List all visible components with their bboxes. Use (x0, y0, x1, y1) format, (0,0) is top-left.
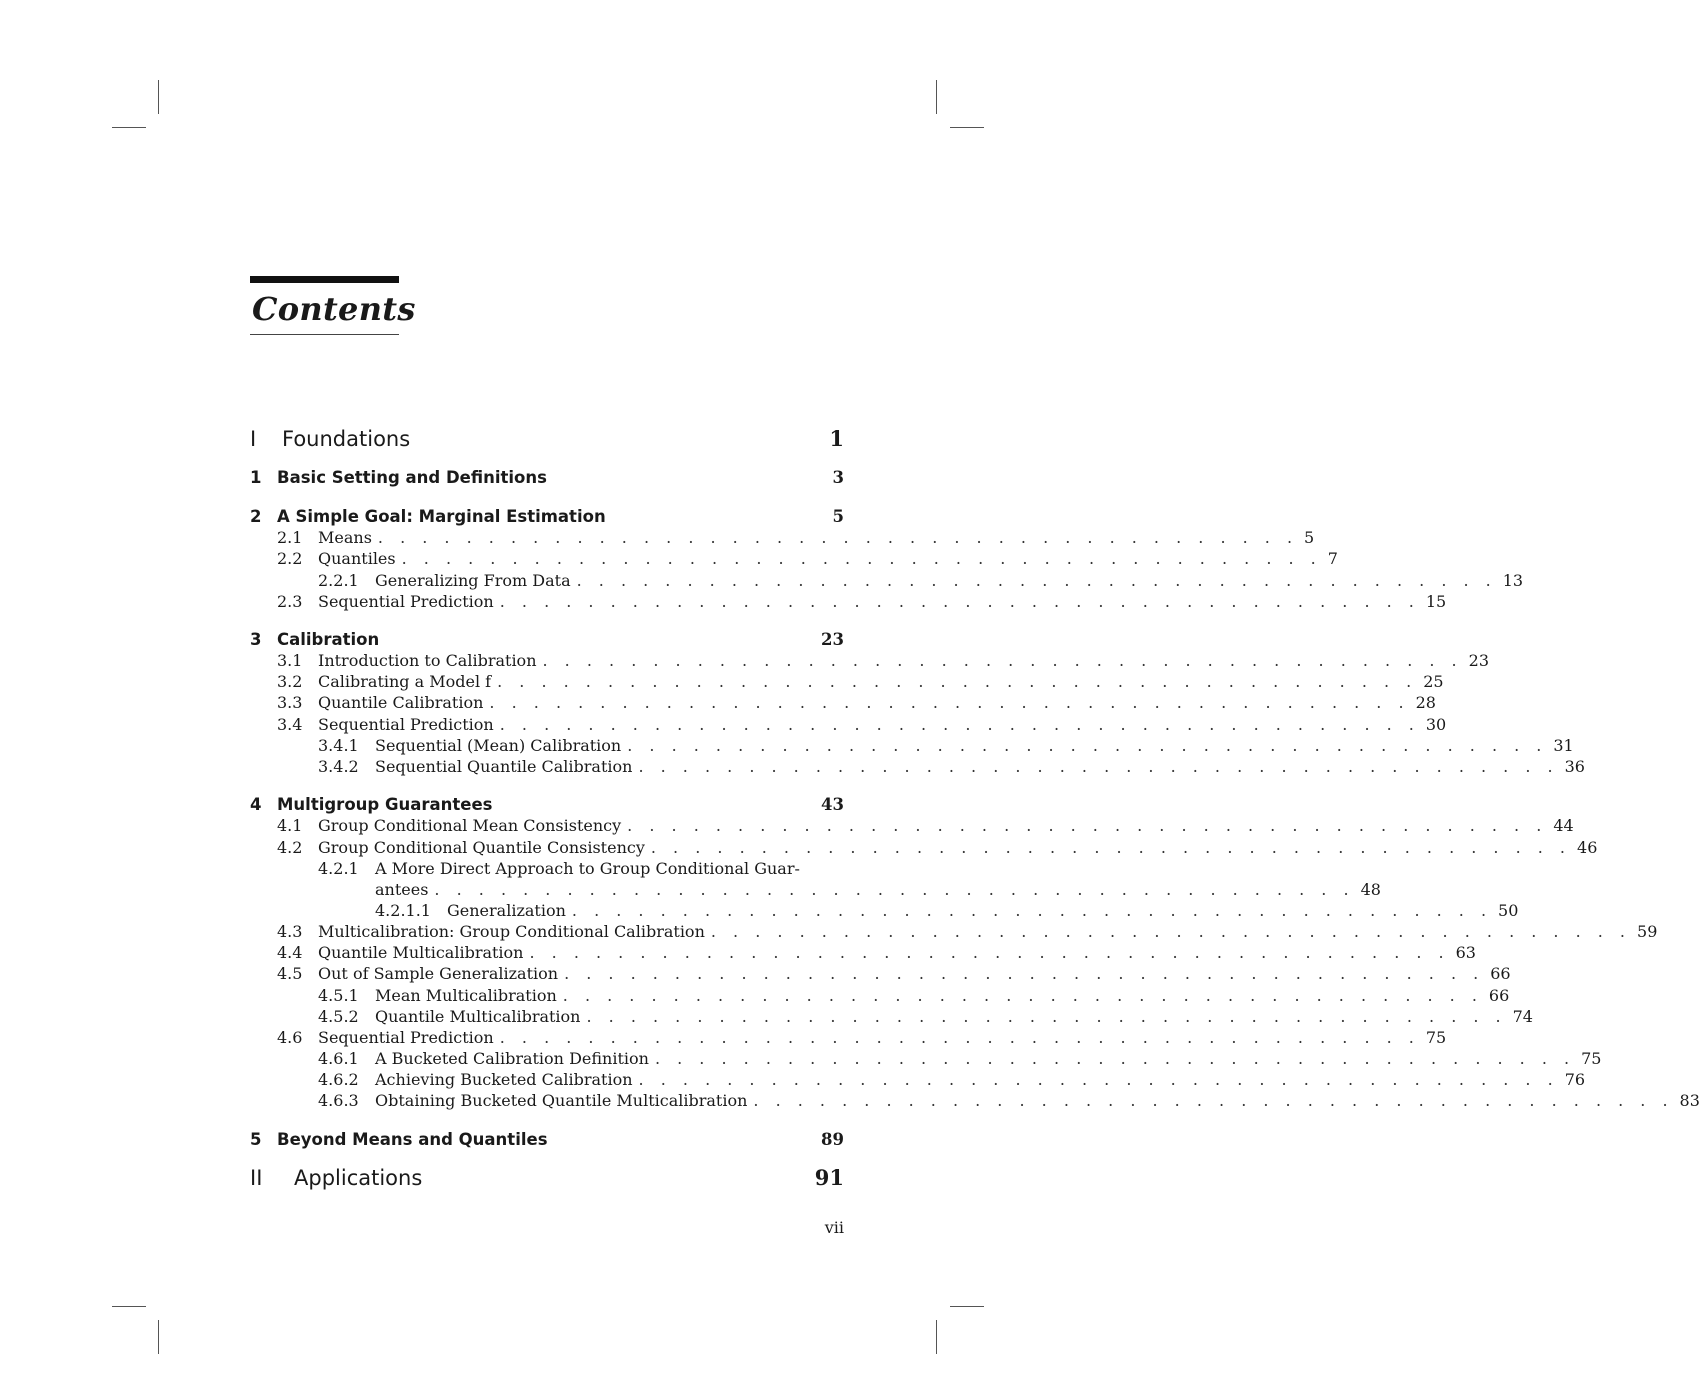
entry-title: Means (318, 528, 372, 547)
leader-dots: . . . . . . . . . . . . . . . . . . . . . . . . . . . . . . . . . . . . . . . . . . (434, 880, 1355, 899)
entry-page: 1 (829, 426, 844, 451)
entry-number: 3.2 (277, 672, 303, 691)
entry-page: 15 (1425, 592, 1447, 611)
crop-mark (112, 1306, 146, 1307)
entry-page: 89 (821, 1130, 844, 1149)
leader-dots: . . . . . . . . . . . . . . . . . . . . . . . . . . . . . . . . . . . . . . . . . . (627, 736, 1548, 755)
toc-part-i[interactable] (250, 426, 844, 454)
entry-number: 3.4.2 (318, 757, 359, 776)
entry-number: 4.4 (277, 943, 303, 962)
entry-title: Group Conditional Quantile Consistency (318, 838, 645, 857)
entry-number: 1 (250, 468, 262, 487)
entry-title: Quantile Calibration (318, 693, 484, 712)
entry-page: 28 (1415, 693, 1436, 712)
entry-page: 63 (1455, 943, 1476, 962)
entry-page: 5 (1304, 528, 1315, 547)
toc-section-3-1[interactable] (250, 651, 1489, 673)
toc-section-4-3[interactable] (250, 922, 1658, 944)
entry-title: Foundations (282, 427, 411, 451)
entry-title: Sequential Prediction (318, 1028, 494, 1047)
entry-page: 43 (821, 795, 844, 814)
toc-section-4-2[interactable] (250, 838, 1598, 860)
toc-subsection-4-2-1-continued[interactable] (250, 880, 1381, 902)
entry-page: 91 (814, 1165, 844, 1190)
entry-page: 75 (1581, 1049, 1602, 1068)
entry-title: Quantiles (318, 549, 396, 568)
entry-number: 4.5.1 (318, 986, 359, 1005)
entry-title: Sequential Prediction (318, 715, 494, 734)
toc-section-2-3[interactable] (250, 592, 1447, 614)
entry-page: 66 (1490, 964, 1511, 983)
toc-chapter-1[interactable] (250, 468, 844, 490)
toc-subsection-4-6-2[interactable] (250, 1070, 1586, 1092)
crop-mark (158, 1320, 159, 1354)
entry-number: 4.5 (277, 964, 303, 983)
entry-page: 25 (1423, 672, 1444, 691)
entry-page: 76 (1564, 1070, 1586, 1089)
entry-number: 4 (250, 795, 262, 814)
toc-subsection-4-6-3[interactable] (250, 1091, 1700, 1113)
crop-mark (112, 127, 146, 128)
leader-dots: . . . . . . . . . . . . . . . . . . . . . . . . . . . . . . . . . . . . . . . . . . (638, 757, 1559, 776)
toc-subsection-2-2-1[interactable] (250, 571, 1524, 593)
entry-number: 4.6.2 (318, 1070, 359, 1089)
entry-page: 74 (1512, 1007, 1533, 1026)
leader-dots: . . . . . . . . . . . . . . . . . . . . . . . . . . . . . . . . . . . . . . . . . . (542, 651, 1463, 670)
entry-page: 44 (1553, 816, 1574, 835)
toc-chapter-4[interactable] (250, 795, 844, 817)
entry-number: 3.4.1 (318, 736, 359, 755)
leader-dots: . . . . . . . . . . . . . . . . . . . . . . . . . . . . . . . . . . . . . . . . . . (497, 672, 1418, 691)
entry-title: Sequential (Mean) Calibration (375, 736, 622, 755)
entry-title: Introduction to Calibration (318, 651, 537, 670)
entry-title: Multigroup Guarantees (277, 795, 493, 814)
toc-section-4-1[interactable] (250, 816, 1574, 838)
entry-number: 5 (250, 1130, 262, 1149)
toc-section-2-1[interactable] (250, 528, 1315, 550)
entry-page: 13 (1502, 571, 1524, 590)
entry-number: 2 (250, 507, 262, 526)
leader-dots: . . . . . . . . . . . . . . . . . . . . . . . . . . . . . . . . . . . . . . . . . . (499, 592, 1420, 611)
entry-number: 3.1 (277, 651, 303, 670)
page-title: Contents (252, 290, 416, 328)
entry-page: 46 (1577, 838, 1598, 857)
toc-subsection-4-5-1[interactable] (250, 986, 1510, 1008)
toc-section-2-2[interactable] (250, 549, 1338, 571)
entry-title: antees (375, 880, 429, 899)
crop-mark (950, 127, 984, 128)
toc-subsection-4-6-1[interactable] (250, 1049, 1602, 1071)
entry-title: Achieving Bucketed Calibration (375, 1070, 633, 1089)
entry-number: 4.5.2 (318, 1007, 359, 1026)
leader-dots: . . . . . . . . . . . . . . . . . . . . . . . . . . . . . . . . . . . . . . . . . . (586, 1007, 1507, 1026)
entry-title: Generalization (447, 901, 566, 920)
entry-page: 31 (1553, 736, 1574, 755)
entry-page: 66 (1488, 986, 1510, 1005)
leader-dots: . . . . . . . . . . . . . . . . . . . . . . . . . . . . . . . . . . . . . . . . . . (654, 1049, 1576, 1068)
leader-dots: . . . . . . . . . . . . . . . . . . . . . . . . . . . . . . . . . . . . . . . . . . (753, 1091, 1674, 1110)
entry-number: 4.1 (277, 816, 303, 835)
toc-subsection-4-5-2[interactable] (250, 1007, 1533, 1029)
entry-title: A More Direct Approach to Group Conditional Guar- (375, 859, 800, 878)
entry-title: Basic Setting and Definitions (277, 468, 547, 487)
leader-dots: . . . . . . . . . . . . . . . . . . . . . . . . . . . . . . . . . . . . . . . . . . (576, 571, 1497, 590)
entry-page: 7 (1327, 549, 1338, 568)
crop-mark (158, 80, 159, 114)
leader-dots: . . . . . . . . . . . . . . . . . . . . . . . . . . . . . . . . . . . . . . . . . . (638, 1070, 1559, 1089)
entry-number: 2.1 (277, 528, 303, 547)
toc-subsection-3-4-2[interactable] (250, 757, 1585, 779)
entry-title: Multicalibration: Group Conditional Calibration (318, 922, 705, 941)
entry-number: 3.3 (277, 693, 303, 712)
leader-dots: . . . . . . . . . . . . . . . . . . . . . . . . . . . . . . . . . . . . . . . . . . (562, 986, 1483, 1005)
leader-dots: . . . . . . . . . . . . . . . . . . . . . . . . . . . . . . . . . . . . . . . . . . (627, 816, 1548, 835)
leader-dots: . . . . . . . . . . . . . . . . . . . . . . . . . . . . . . . . . . . . . . . . . . (377, 528, 1299, 547)
leader-dots: . . . . . . . . . . . . . . . . . . . . . . . . . . . . . . . . . . . . . . . . . . (710, 922, 1632, 941)
entry-page: 3 (832, 468, 844, 487)
entry-number: 4.6.3 (318, 1091, 359, 1110)
entry-number: 3.4 (277, 715, 303, 734)
toc-chapter-3[interactable] (250, 630, 844, 652)
toc-section-3-2[interactable] (250, 672, 1444, 694)
entry-title: Out of Sample Generalization (318, 964, 559, 983)
toc-section-4-5[interactable] (250, 964, 1511, 986)
entry-page: 50 (1498, 901, 1519, 920)
entry-title: Generalizing From Data (375, 571, 571, 590)
leader-dots: . . . . . . . . . . . . . . . . . . . . . . . . . . . . . . . . . . . . . . . . . . (401, 549, 1322, 568)
leader-dots: . . . . . . . . . . . . . . . . . . . . . . . . . . . . . . . . . . . . . . . . . . (571, 901, 1493, 920)
leader-dots: . . . . . . . . . . . . . . . . . . . . . . . . . . . . . . . . . . . . . . . . . . (529, 943, 1450, 962)
toc-subsection-4-2-1[interactable] (250, 859, 844, 881)
entry-page: 5 (832, 507, 844, 526)
entry-title: Quantile Multicalibration (375, 1007, 581, 1026)
entry-number: 3 (250, 630, 262, 649)
title-rule (250, 276, 399, 283)
entry-title: Beyond Means and Quantiles (277, 1130, 548, 1149)
entry-page: 83 (1679, 1091, 1700, 1110)
entry-page: 23 (821, 630, 844, 649)
toc-chapter-5[interactable] (250, 1130, 844, 1152)
entry-title: Quantile Multicalibration (318, 943, 524, 962)
entry-title: Group Conditional Mean Consistency (318, 816, 622, 835)
entry-title: Calibrating a Model f (318, 672, 492, 691)
entry-page: 48 (1360, 880, 1381, 899)
entry-page: 30 (1425, 715, 1447, 734)
leader-dots: . . . . . . . . . . . . . . . . . . . . . . . . . . . . . . . . . . . . . . . . . . (489, 693, 1410, 712)
page-number: vii (824, 1218, 844, 1237)
entry-page: 36 (1564, 757, 1585, 776)
toc-subsection-3-4-1[interactable] (250, 736, 1574, 758)
entry-page: 75 (1425, 1028, 1447, 1047)
entry-number: 4.6 (277, 1028, 303, 1047)
entry-number: 4.2 (277, 838, 303, 857)
entry-title: A Bucketed Calibration Definition (375, 1049, 649, 1068)
entry-title: Calibration (277, 630, 380, 649)
entry-title: Mean Multicalibration (375, 986, 557, 1005)
entry-title: Sequential Quantile Calibration (375, 757, 633, 776)
entry-page: 59 (1637, 922, 1658, 941)
crop-mark (950, 1306, 984, 1307)
toc-section-4-6[interactable] (250, 1028, 1447, 1050)
toc-part-ii[interactable] (250, 1165, 844, 1193)
toc-section-3-3[interactable] (250, 693, 1436, 715)
entry-number: 2.2 (277, 549, 303, 568)
crop-mark (936, 80, 937, 114)
entry-page: 23 (1468, 651, 1489, 670)
toc-chapter-2[interactable] (250, 507, 844, 529)
title-underline (250, 334, 399, 335)
entry-number: 2.2.1 (318, 571, 359, 590)
entry-title: Sequential Prediction (318, 592, 494, 611)
leader-dots: . . . . . . . . . . . . . . . . . . . . . . . . . . . . . . . . . . . . . . . . . . (499, 715, 1420, 734)
entry-title: Obtaining Bucketed Quantile Multicalibration (375, 1091, 748, 1110)
entry-number: II (250, 1166, 263, 1190)
entry-number: 4.2.1.1 (375, 901, 431, 920)
entry-number: 2.3 (277, 592, 303, 611)
toc-subsubsection-4-2-1-1[interactable] (250, 901, 1519, 923)
entry-number: 4.6.1 (318, 1049, 359, 1068)
toc-section-3-4[interactable] (250, 715, 1447, 737)
toc-section-4-4[interactable] (250, 943, 1476, 965)
leader-dots: . . . . . . . . . . . . . . . . . . . . . . . . . . . . . . . . . . . . . . . . . . (564, 964, 1485, 983)
entry-title: A Simple Goal: Marginal Estimation (277, 507, 606, 526)
entry-title: Applications (294, 1166, 423, 1190)
entry-number: I (250, 427, 257, 451)
crop-mark (936, 1320, 937, 1354)
leader-dots: . . . . . . . . . . . . . . . . . . . . . . . . . . . . . . . . . . . . . . . . . . (650, 838, 1572, 857)
entry-number: 4.3 (277, 922, 303, 941)
leader-dots: . . . . . . . . . . . . . . . . . . . . . . . . . . . . . . . . . . . . . . . . . . (499, 1028, 1420, 1047)
entry-number: 4.2.1 (318, 859, 359, 878)
